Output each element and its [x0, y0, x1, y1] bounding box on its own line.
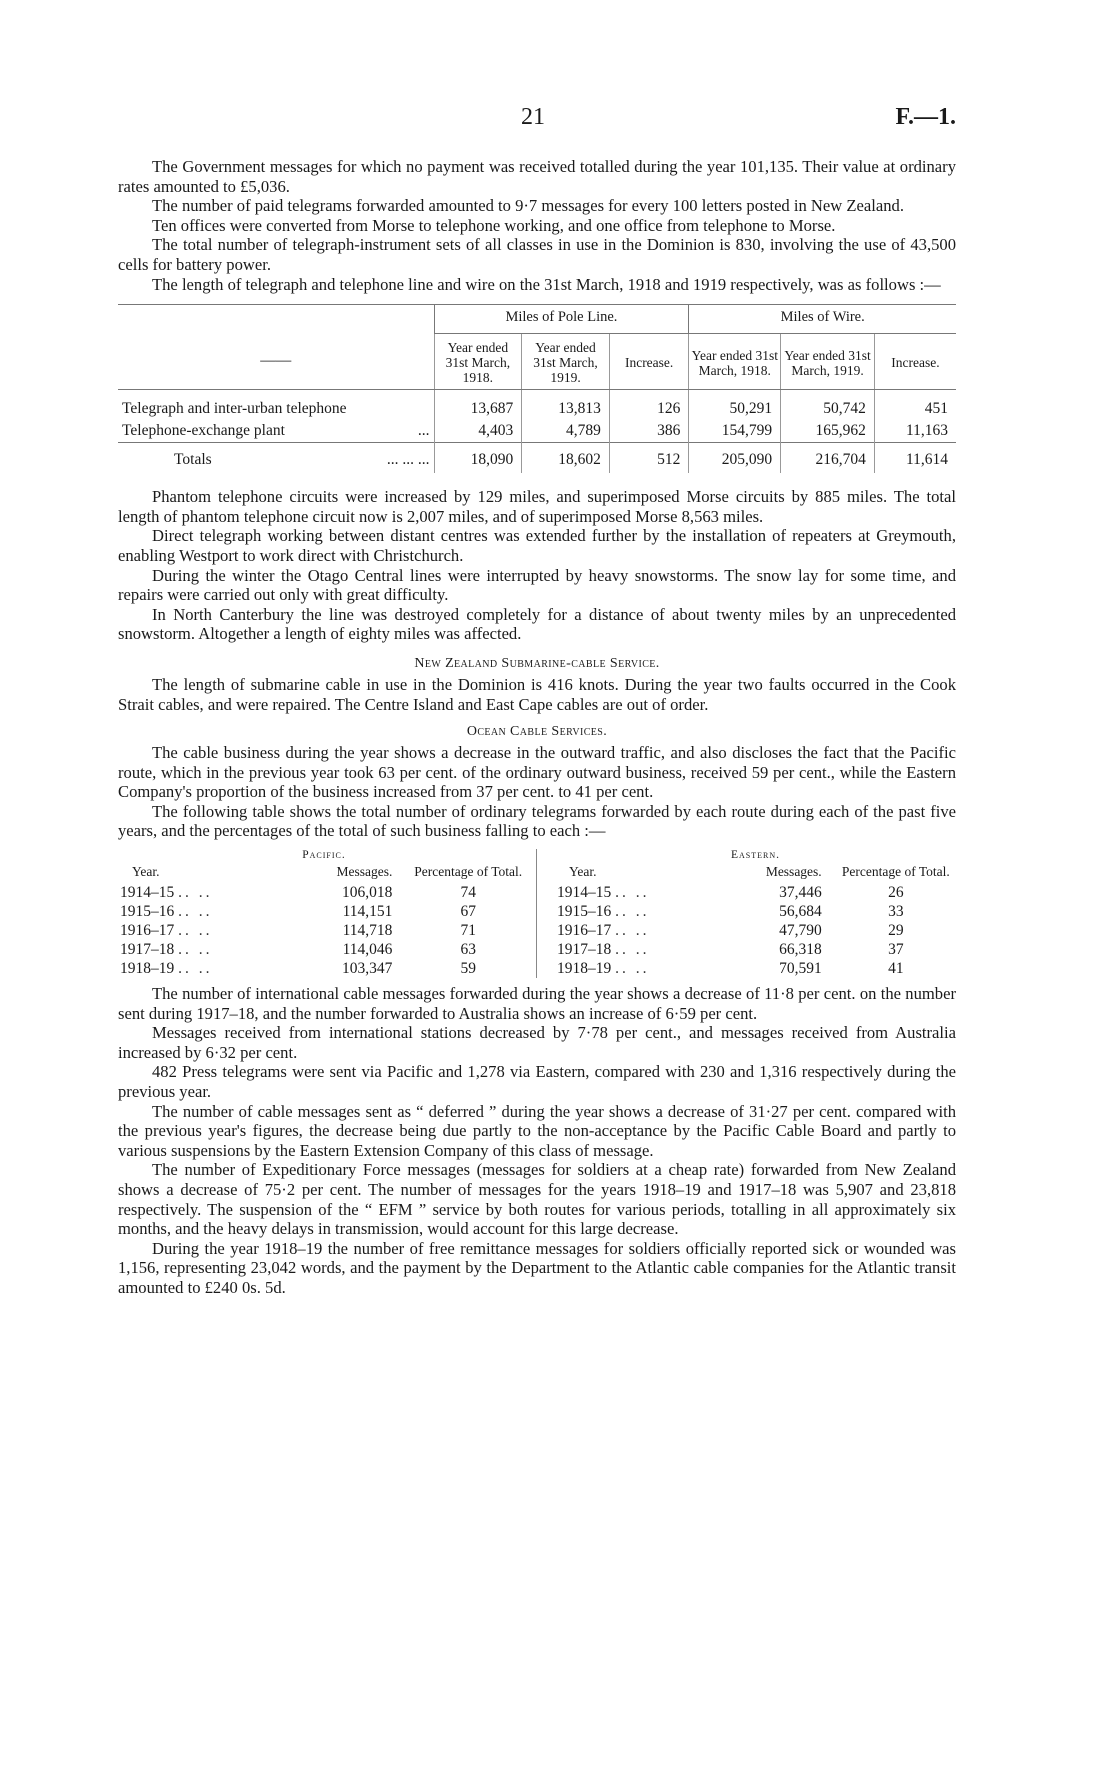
cell-percentage: 26 — [888, 884, 904, 902]
paragraph: The number of international cable messages forwarded during the year shows a decrease of 11·8 per cent. on the number sent during 1917–18, and the number forwarded to Australia shows an increase of 6·59 per cent. — [118, 984, 956, 1023]
cell-year: 1918–19 .. .. — [120, 960, 213, 978]
wire-group-header: Miles of Wire. — [689, 305, 956, 334]
cell-messages: 103,347 — [342, 960, 393, 978]
col-header-1919: Year ended 31st March, 1919. — [781, 334, 875, 390]
cable-routes-table — [118, 849, 956, 978]
cell-pole-1918: 18,090 — [434, 443, 522, 474]
cell-pole-increase: 126 — [609, 390, 689, 421]
paragraph: During the year 1918–19 the number of free remittance messages for soldiers officially reported sick or wounded was 1,156, representing 23,042 words, and the payment by the Department to the Atlantic cable companies for the Atlantic transit amounted to £240 0s. 5d. — [118, 1238, 956, 1297]
table-row — [118, 921, 530, 940]
cell-wire-increase: 451 — [874, 390, 956, 421]
cell-year: 1917–18 .. .. — [557, 941, 650, 959]
cell-year: 1915–16 .. .. — [120, 903, 213, 921]
page-reference: F.—1. — [895, 104, 956, 130]
cell-pole-1919: 4,789 — [522, 420, 610, 443]
col-header-percentage: Percentage of Total. — [414, 864, 523, 880]
cell-pole-1919: 13,813 — [522, 390, 610, 421]
col-header-increase: Increase. — [874, 334, 956, 390]
section-heading-submarine: New Zealand Submarine-cable Service. — [414, 655, 660, 671]
cell-percentage: 41 — [888, 960, 904, 978]
table-row — [555, 921, 956, 940]
cell-wire-1919: 50,742 — [781, 390, 875, 421]
col-header-1919: Year ended 31st March, 1919. — [522, 334, 610, 390]
cell-percentage: 33 — [888, 903, 904, 921]
paragraph: Phantom telephone circuits were increased by 129 miles, and superimposed Morse circuits by 885 miles. The total length of phantom telephone circuit now is 2,007 miles, and of superimposed Morse 8,563 miles. — [118, 487, 956, 526]
row-label: Telegraph and inter-urban telephone — [122, 400, 347, 418]
cell-pole-increase: 512 — [609, 443, 689, 474]
paragraph: The Government messages for which no payment was received totalled during the year 101,135. Their value at ordinary rates amounted to £5,036. — [118, 157, 956, 196]
paragraph: Direct telegraph working between distant centres was extended further by the installation of repeaters at Greymouth, enabling Westport to work direct with Christchurch. — [118, 526, 956, 565]
paragraph: During the winter the Otago Central lines were interrupted by heavy snowstorms. The snow lay for some time, and repairs were carried out only with great difficulty. — [118, 565, 956, 605]
table-row — [118, 902, 530, 921]
table-row — [555, 940, 956, 959]
table-row — [118, 390, 956, 421]
paragraph: The length of submarine cable in use in the Dominion is 416 knots. During the year two faults occurred in the Cook Strait cables, and were repaired. The Centre Island and East Cape cables are out of order. — [118, 674, 956, 714]
pole-line-group-header: Miles of Pole Line. — [434, 305, 689, 334]
eastern-title: Eastern. — [730, 849, 780, 862]
cell-messages: 70,591 — [779, 960, 822, 978]
cell-year: 1914–15 .. .. — [120, 884, 213, 902]
cell-wire-1918: 154,799 — [689, 420, 781, 443]
paragraph: Ten offices were converted from Morse to telephone working, and one office from telephone to Morse. — [152, 215, 836, 235]
blank-column-header: —— — [118, 334, 434, 390]
table-row — [118, 959, 530, 978]
col-header-messages: Messages. — [765, 864, 822, 880]
cell-percentage: 74 — [460, 884, 476, 902]
cell-percentage: 71 — [460, 922, 476, 940]
cell-year: 1914–15 .. .. — [557, 884, 650, 902]
paragraph: The following table shows the total number of ordinary telegrams forwarded by each route during each of the past five years, and the percentages of the total of such business falling to each :— — [118, 801, 956, 841]
cell-wire-1919: 165,962 — [781, 420, 875, 443]
line-length-table — [118, 304, 956, 473]
col-header-1918: Year ended 31st March, 1918. — [434, 334, 522, 390]
cell-percentage: 59 — [460, 960, 476, 978]
paragraph: 482 Press telegrams were sent via Pacific and 1,278 via Eastern, compared with 230 and 1,316 respectively during the previous year. — [118, 1062, 956, 1102]
table-row — [555, 883, 956, 902]
cell-pole-increase: 386 — [609, 420, 689, 443]
cell-messages: 114,151 — [342, 903, 393, 921]
paragraph: The length of telegraph and telephone line and wire on the 31st March, 1918 and 1919 respectively, was as follows :— — [152, 274, 941, 294]
paragraph: The total number of telegraph-instrument sets of all classes in use in the Dominion is 830, involving the use of 43,500 cells for battery power. — [118, 235, 956, 274]
row-label: Telephone-exchange plant ... — [122, 422, 430, 440]
cell-messages: 56,684 — [779, 903, 822, 921]
pacific-title: Pacific. — [302, 849, 346, 862]
cell-percentage: 63 — [460, 941, 476, 959]
col-header-year: Year. — [569, 864, 597, 880]
cell-year: 1916–17 .. .. — [120, 922, 213, 940]
cell-year: 1917–18 .. .. — [120, 941, 213, 959]
cell-wire-1918: 50,291 — [689, 390, 781, 421]
cell-year: 1916–17 .. .. — [557, 922, 650, 940]
col-header-1918: Year ended 31st March, 1918. — [689, 334, 781, 390]
paragraph: The number of paid telegrams forwarded amounted to 9·7 messages for every 100 letters posted in New Zealand. — [152, 196, 905, 216]
paragraph: In North Canterbury the line was destroyed completely for a distance of about twenty miles by an unprecedented snowstorm. Altogether a length of eighty miles was affected. — [118, 604, 956, 644]
eastern-table — [537, 849, 956, 978]
cell-messages: 114,718 — [342, 922, 393, 940]
paragraph: Messages received from international stations decreased by 7·78 per cent., and messages received from Australia increased by 6·32 per cent. — [118, 1023, 956, 1062]
col-header-year: Year. — [132, 864, 160, 880]
col-header-messages: Messages. — [336, 864, 393, 880]
cell-wire-increase: 11,614 — [874, 443, 956, 474]
table-row — [118, 883, 530, 902]
page-number: 21 — [521, 104, 545, 130]
table-row — [555, 959, 956, 978]
cell-percentage: 37 — [888, 941, 904, 959]
table-row — [118, 940, 530, 959]
cell-messages: 47,790 — [779, 922, 822, 940]
cell-wire-1919: 216,704 — [781, 443, 875, 474]
cell-pole-1918: 4,403 — [434, 420, 522, 443]
table-row — [555, 902, 956, 921]
cell-percentage: 67 — [460, 903, 476, 921]
cell-messages: 66,318 — [779, 941, 822, 959]
table-corner — [118, 305, 434, 334]
cell-wire-1918: 205,090 — [689, 443, 781, 474]
cell-wire-increase: 11,163 — [874, 420, 956, 443]
table-row — [118, 420, 956, 443]
row-label: Totals ... ... ... — [118, 443, 434, 474]
cell-percentage: 29 — [888, 922, 904, 940]
paragraph: The number of cable messages sent as “ deferred ” during the year shows a decrease of 31·27 per cent. compared with the previous year's figures, the decrease being due partly to the non-acceptance by the Pacific Cable Board and partly to various suspensions by the Eastern Extension Company of this class of message. — [118, 1101, 956, 1160]
cell-messages: 37,446 — [779, 884, 822, 902]
cell-pole-1919: 18,602 — [522, 443, 610, 474]
section-heading-ocean: Ocean Cable Services. — [466, 724, 608, 740]
cell-messages: 106,018 — [342, 884, 393, 902]
col-header-percentage: Percentage of Total. — [841, 864, 950, 880]
cell-pole-1918: 13,687 — [434, 390, 522, 421]
cell-year: 1915–16 .. .. — [557, 903, 650, 921]
col-header-increase: Increase. — [609, 334, 689, 390]
paragraph: The number of Expeditionary Force messages (messages for soldiers at a cheap rate) forwarded from New Zealand shows a decrease of 75·2 per cent. The number of messages for the years 1918–19 and 1917–18 was 5,907 and 23,818 respectively. The suspension of the “ EFM ” service by both routes for various periods, totalling in all approximately six months, and the heavy delays in transmission, would account for this large decrease. — [118, 1160, 956, 1239]
totals-row — [118, 443, 956, 474]
pacific-table — [118, 849, 537, 978]
page-header — [118, 104, 956, 136]
cell-messages: 114,046 — [342, 941, 393, 959]
cell-year: 1918–19 .. .. — [557, 960, 650, 978]
page-body — [118, 157, 956, 1298]
paragraph: The cable business during the year shows a decrease in the outward traffic, and also discloses the fact that the Pacific route, which in the previous year took 63 per cent. of the ordinary outward business, received 59 per cent., while the Eastern Company's proportion of the business increased from 37 per cent. to 41 per cent. — [118, 743, 956, 802]
